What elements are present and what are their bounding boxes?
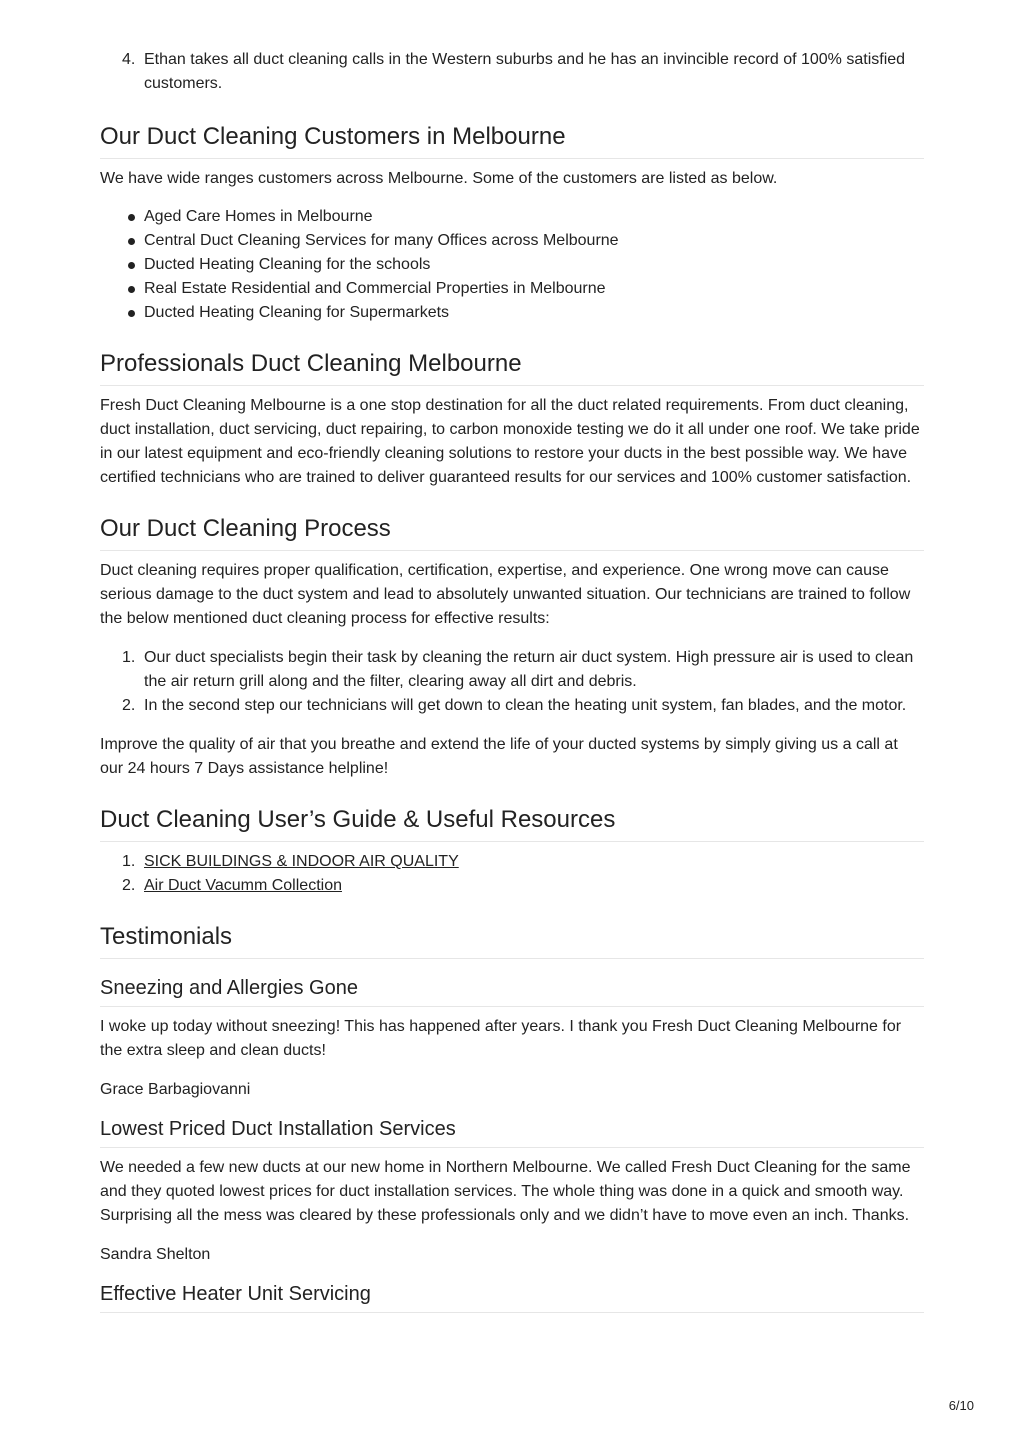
bullet-icon [128, 238, 135, 245]
list-number: 1. [122, 649, 136, 666]
sick-buildings-link[interactable]: SICK BUILDINGS & INDOOR AIR QUALITY [144, 853, 459, 870]
customers-heading: Our Duct Cleaning Customers in Melbourne [100, 122, 924, 159]
list-item [100, 301, 924, 325]
testimonials-heading: Testimonials [100, 922, 924, 959]
testimonial-text: We needed a few new ducts at our new home in Northern Melbourne. We called Fresh Duct Cleaning for the same and they quoted lowest prices for duct installation services. The whole thing was done in a quick and smooth way. Surprising all the mess was cleared by these professionals only and we didn’t have to move even an inch. Thanks. [100, 1159, 911, 1224]
list-item [100, 205, 924, 229]
list-item [100, 694, 924, 718]
list-item-text: Central Duct Cleaning Services for many Offices across Melbourne [144, 232, 619, 249]
list-item [100, 277, 924, 301]
page-number: 6/10 [948, 1398, 974, 1413]
list-item-text: Ethan takes all duct cleaning calls in the Western suburbs and he has an invincible record of 100% satisfied customers. [144, 51, 906, 92]
list-item [100, 229, 924, 253]
process-steps-list [100, 646, 924, 718]
bullet-icon [128, 286, 135, 293]
list-item-text: Ducted Heating Cleaning for Supermarkets [144, 304, 450, 321]
professionals-heading: Professionals Duct Cleaning Melbourne [100, 349, 924, 386]
document-page [100, 0, 924, 1313]
customers-intro: We have wide ranges customers across Melbourne. Some of the customers are listed as below. [100, 170, 778, 187]
testimonial-author: Grace Barbagiovanni [100, 1081, 251, 1098]
list-item-text: Ducted Heating Cleaning for the schools [144, 256, 431, 273]
bullet-icon [128, 214, 135, 221]
list-number: 1. [122, 853, 136, 870]
testimonial-title: Effective Heater Unit Servicing [100, 1281, 924, 1313]
bullet-icon [128, 262, 135, 269]
air-duct-vacuum-link[interactable]: Air Duct Vacumm Collection [144, 877, 342, 894]
list-item-text: In the second step our technicians will get down to clean the heating unit system, fan blades, and the motor. [144, 697, 907, 714]
intro-ordered-list [100, 48, 924, 96]
resources-link-list [100, 850, 924, 898]
testimonial-title: Sneezing and Allergies Gone [100, 975, 924, 1007]
list-item [100, 646, 924, 694]
process-outro: Improve the quality of air that you breathe and extend the life of your ducted systems by simply giving us a call at our 24 hours 7 Days assistance helpline! [100, 736, 898, 777]
list-item [100, 48, 924, 96]
list-item-text: Our duct specialists begin their task by cleaning the return air duct system. High pressure air is used to clean the air return grill along and the filter, clearing away all dirt and debris. [144, 649, 914, 690]
professionals-body: Fresh Duct Cleaning Melbourne is a one stop destination for all the duct related requirements. From duct cleaning, duct installation, duct servicing, duct repairing, to carbon monoxide testing we do it all under one roof. We take pride in our latest equipment and eco-friendly cleaning solutions to restore your ducts in the best possible way. We have certified technicians who are trained to deliver guaranteed results for our services and 100% customer satisfaction. [100, 397, 920, 486]
list-number: 2. [122, 877, 136, 894]
process-heading: Our Duct Cleaning Process [100, 514, 924, 551]
resources-heading: Duct Cleaning User’s Guide & Useful Resources [100, 805, 924, 842]
list-number: 2. [122, 697, 136, 714]
testimonial-author: Sandra Shelton [100, 1246, 211, 1263]
process-intro: Duct cleaning requires proper qualification, certification, expertise, and experience. One wrong move can cause serious damage to the duct system and lead to absolutely unwanted situation. Our technicians are trained to follow the below mentioned duct cleaning process for effective results: [100, 562, 911, 627]
testimonial-text: I woke up today without sneezing! This has happened after years. I thank you Fresh Duct Cleaning Melbourne for the extra sleep and clean ducts! [100, 1018, 902, 1059]
bullet-icon [128, 310, 135, 317]
list-item-text: Aged Care Homes in Melbourne [144, 208, 373, 225]
list-item [100, 850, 924, 874]
list-item [100, 874, 924, 898]
list-item [100, 253, 924, 277]
testimonial-title: Lowest Priced Duct Installation Services [100, 1116, 924, 1148]
customers-bullet-list [100, 205, 924, 325]
list-item-text: Real Estate Residential and Commercial Properties in Melbourne [144, 280, 606, 297]
list-number: 4. [122, 51, 136, 68]
